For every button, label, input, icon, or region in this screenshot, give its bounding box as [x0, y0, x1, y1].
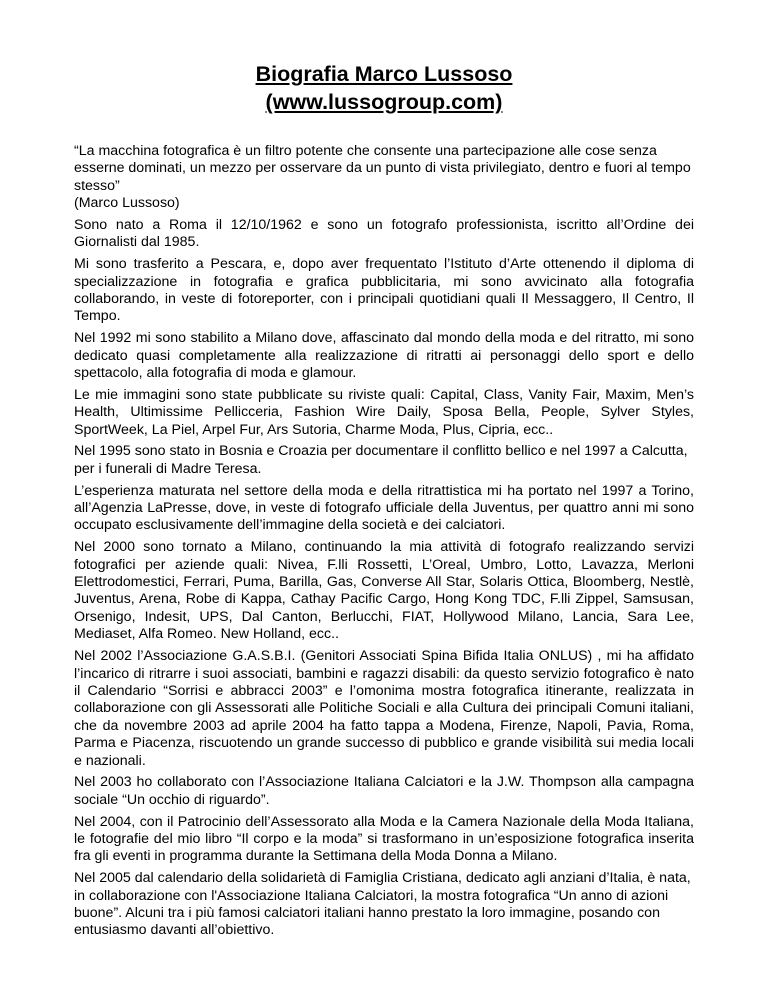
quote-paragraph: “La macchina fotografica è un filtro potente che consente una partecipazione alle cose senza esserne dominati, un mezzo per osservare da un punto di vista privilegiato, dentro e fuori al tempo stesso”: [74, 143, 691, 194]
paragraph-milano-1992: Nel 1992 mi sono stabilito a Milano dove, affascinato dal mondo della moda e del ritratto, mi sono dedicato quasi completamente alla realizzazione di ritratti ai personaggi dello sport e dello spettacolo, alla fotografia di moda e glamour.: [74, 330, 694, 382]
paragraph-madre-teresa: per i funerali di Madre Teresa.: [74, 460, 262, 477]
title-website: (www.lussogroup.com): [265, 90, 503, 114]
biography-body: [74, 143, 694, 940]
paragraph-magazines: Le mie immagini sono state pubblicate su riviste quali: Capital, Class, Vanity Fair, Maxim, Men’s Health, Ultimissime Pellicceria, Fashion Wire Daily, Sposa Bella, People, Sylver Styles, SportWeek, La Piel, Arpel Fur, Ars Sutoria, Charme Moda, Plus, Cipria, ecc..: [74, 386, 694, 438]
paragraph-gasbi: Nel 2002 l’Associazione G.A.S.B.I. (Genitori Associati Spina Bifida Italia ONLUS) , mi ha affidato l’incarico di ritrarre i suoi associati, bambini e ragazzi disabili: da questo servizio fotografico è nato il Calendario “Sorrisi e abbracci 2003” e l’omonima mostra fotografica itinerante, realizzata in collaborazione con gli Assessorati alle Politiche Sociali e alla Cultura dei principali Comuni italiani, che da novembre 2003 ad aprile 2004 ha fatto tappa a Modena, Firenze, Napoli, Pavia, Roma, Parma e Piacenza, riscuotendo un grande successo di pubblico e grande visibilità sui media locali e nazionali.: [74, 648, 694, 769]
paragraph-clients: Nel 2000 sono tornato a Milano, continuando la mia attività di fotografo realizzando servizi fotografici per aziende quali: Nivea, F.lli Rossetti, L’Oreal, Umbro, Lotto, Lavazza, Merloni Elettrodomestici, Ferrari, Puma, Barilla, Gas, Converse All Star, Solaris Ottica, Bloomberg, Nestlè, Juventus, Arena, Robe di Kappa, Cathay Pacific Cargo, Hong Kong TDC, F.lli Zippel, Samsusan, Orsenigo, Indesit, UPS, Dal Canton, Berlucchi, FIAT, Hollywood Milano, Lancia, Sara Lee, Mediaset, Alfa Romeo. New Holland, ecc..: [74, 539, 694, 643]
paragraph-2004: Nel 2004, con il Patrocinio dell’Assessorato alla Moda e la Camera Nazionale della Moda Italiana, le fotografie del mio libro “Il corpo e la moda” si trasformano in un’esposizione fotografica inserita fra gli eventi in programma durante la Settimana della Moda Donna a Milano.: [74, 813, 694, 865]
paragraph-torino: L’esperienza maturata nel settore della moda e della ritrattistica mi ha portato nel 1997 a Torino, all’Agenzia LaPresse, dove, in veste di fotografo ufficiale della Juventus, per quattro anni mi sono occupato esclusivamente dell’immagine della società e dei calciatori.: [74, 482, 694, 534]
paragraph-2003: Nel 2003 ho collaborato con l’Associazione Italiana Calciatori e la J.W. Thompson alla campagna sociale “Un occhio di riguardo”.: [74, 774, 694, 808]
document-page: [74, 60, 694, 940]
title-name: Biografia Marco Lussoso: [255, 62, 513, 86]
paragraph-pescara: Mi sono trasferito a Pescara, e, dopo aver frequentato l’Istituto d’Arte ottenendo il diploma di specializzazione in fotografia e grafica pubblicitaria, mi sono avvicinato alla fotografia collaborando, in veste di fotoreporter, con i principali quotidiani quali Il Messaggero, Il Centro, Il Tempo.: [74, 256, 694, 325]
paragraph-2005: Nel 2005 dal calendario della solidarietà di Famiglia Cristiana, dedicato agli anziani d’Italia, è nata, in collaborazione con l'Associazione Italiana Calciatori, la mostra fotografica “Un anno di azioni buone”. Alcuni tra i più famosi calciatori italiani hanno prestato la loro immagine, posando con entusiasmo davanti all’obiettivo.: [74, 870, 691, 939]
paragraph-bosnia: Nel 1995 sono stato in Bosnia e Croazia per documentare il conflitto bellico e nel 1997 a Calcutta,: [74, 443, 688, 460]
page-title: [74, 60, 694, 116]
paragraph-birth: Sono nato a Roma il 12/10/1962 e sono un fotografo professionista, iscritto all’Ordine dei Giornalisti dal 1985.: [74, 217, 694, 251]
quote-attribution: (Marco Lussoso): [74, 195, 180, 212]
